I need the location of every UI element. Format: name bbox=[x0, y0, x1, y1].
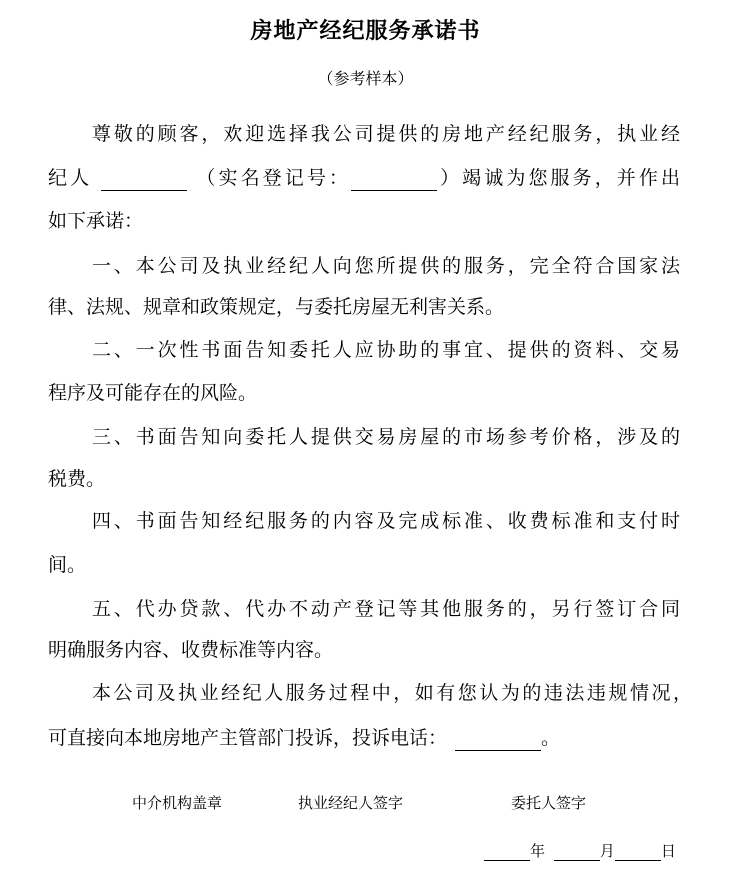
complaint-phone-blank[interactable] bbox=[455, 730, 541, 751]
year-label: 年 bbox=[530, 842, 546, 860]
promise-3-line-1: 三、书面告知向委托人提供交易房屋的市场参考价格，涉及的 bbox=[92, 426, 680, 448]
document-title: 房地产经纪服务承诺书 bbox=[250, 18, 481, 44]
text: 纪人 bbox=[48, 167, 93, 189]
day-label: 日 bbox=[660, 842, 676, 860]
paragraph-intro-line-2 bbox=[48, 165, 680, 191]
promise-3-line-2: 税费。 bbox=[48, 468, 106, 490]
promise-1-line-2: 律、法规、规章和政策规定，与委托房屋无利害关系。 bbox=[48, 296, 505, 318]
month-label: 月 bbox=[599, 842, 615, 860]
paragraph-intro-line-3: 如下承诺： bbox=[48, 210, 144, 232]
month-blank[interactable] bbox=[554, 843, 600, 861]
promise-2-line-2: 程序及可能存在的风险。 bbox=[48, 382, 258, 404]
text: （实名登记号： bbox=[196, 167, 352, 189]
year-blank[interactable] bbox=[484, 843, 530, 861]
registration-number-blank[interactable] bbox=[351, 170, 437, 191]
agent-name-blank[interactable] bbox=[101, 170, 187, 191]
agent-signature-label: 执业经纪人签字 bbox=[298, 794, 404, 812]
promise-5-line-1: 五、代办贷款、代办不动产登记等其他服务的，另行签订合同 bbox=[92, 598, 680, 620]
day-blank[interactable] bbox=[615, 843, 661, 861]
document-subtitle: （参考样本） bbox=[317, 69, 414, 88]
promise-1-line-1: 一、本公司及执业经纪人向您所提供的服务，完全符合国家法 bbox=[92, 255, 680, 277]
text: 可直接向本地房地产主管部门投诉，投诉电话： bbox=[48, 727, 448, 749]
date-line bbox=[484, 840, 676, 861]
promise-4-line-2: 间。 bbox=[48, 554, 87, 576]
promise-4-line-1: 四、书面告知经纪服务的内容及完成标准、收费标准和支付时 bbox=[92, 510, 680, 532]
text: ）竭诚为您服务，并作出 bbox=[437, 167, 680, 189]
complaint-line-2 bbox=[48, 725, 680, 751]
promise-2-line-1: 二、一次性书面告知委托人应协助的事宜、提供的资料、交易 bbox=[92, 339, 680, 361]
client-signature-label: 委托人签字 bbox=[511, 794, 587, 812]
text: 。 bbox=[541, 727, 561, 749]
paragraph-intro-line-1: 尊敬的顾客，欢迎选择我公司提供的房地产经纪服务，执业经 bbox=[92, 123, 680, 145]
promise-5-line-2: 明确服务内容、收费标准等内容。 bbox=[48, 639, 334, 661]
agency-seal-label: 中介机构盖章 bbox=[132, 794, 223, 812]
complaint-line-1: 本公司及执业经纪人服务过程中，如有您认为的违法违规情况， bbox=[92, 682, 692, 704]
